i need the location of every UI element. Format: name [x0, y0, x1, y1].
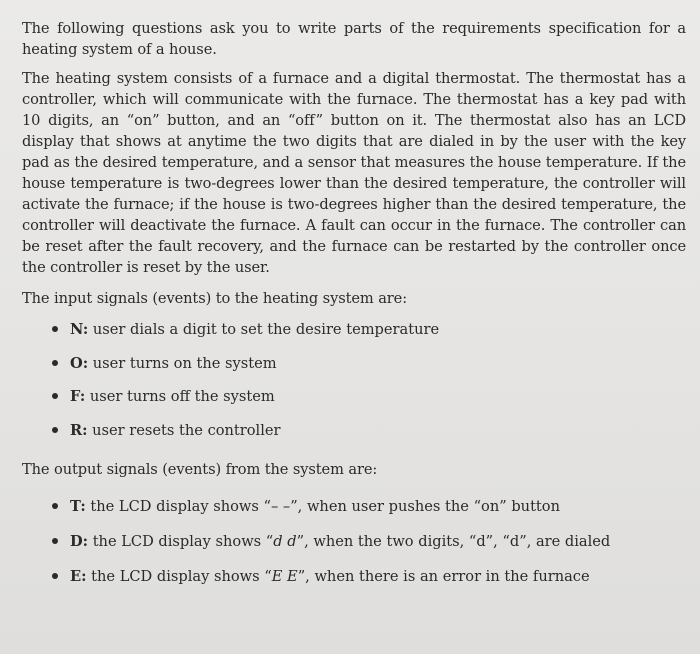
lcd-code: – –: [270, 497, 291, 515]
bullet-icon: [52, 427, 58, 433]
list-item: [52, 319, 686, 340]
signal-text-before: the LCD display shows “: [92, 532, 274, 550]
signal-key: E:: [70, 567, 87, 585]
list-item: [52, 386, 686, 407]
signal-key: T:: [70, 497, 86, 515]
bullet-icon: [52, 393, 58, 399]
bullet-icon: [52, 503, 58, 509]
list-item: [52, 531, 686, 552]
input-signals-heading: The input signals (events) to the heating system are:: [22, 290, 408, 307]
signal-key: D:: [70, 532, 89, 550]
signal-key: F:: [70, 388, 86, 405]
intro-paragraph: The following questions ask you to write parts of the requirements specification for a heating system of a house.: [22, 20, 686, 58]
bullet-icon: [52, 360, 58, 366]
list-item: [52, 353, 686, 374]
lcd-code: E E: [271, 567, 298, 585]
list-item: [52, 420, 686, 441]
output-signals-heading: The output signals (events) from the system are:: [22, 460, 378, 478]
input-signals-list: [22, 319, 686, 441]
bullet-icon: [52, 538, 58, 544]
signal-description: user resets the controller: [92, 421, 281, 439]
lcd-code: d d: [273, 532, 297, 550]
signal-description: user dials a digit to set the desire temperature: [92, 321, 440, 338]
signal-key: R:: [70, 421, 88, 439]
signal-text-after: ”, when user pushes the “on” button: [290, 497, 560, 515]
signal-key: O:: [70, 354, 89, 372]
signal-text-before: the LCD display shows “: [90, 497, 271, 515]
signal-key: N:: [70, 321, 89, 338]
bullet-icon: [52, 573, 58, 579]
signal-text-after: ”, when there is an error in the furnace: [297, 567, 590, 585]
signal-text-before: the LCD display shows “: [91, 567, 272, 585]
signal-text-after: ”, when the two digits, “d”, “d”, are dialed: [296, 532, 611, 550]
bullet-icon: [52, 326, 58, 332]
system-description-paragraph: The heating system consists of a furnace and a digital thermostat. The thermostat has a controller, which will communicate with the furnace. The thermostat has a key pad with 10 digits, an “on” button, and an “off” button on it. The thermostat also has an LCD display that shows at anytime the two digits that are dialed in by the user with the key pad as the desired temperature, and a sensor that measures the house temperature. If the house temperature is two-degrees lower than the desired temperature, the controller will activate the furnace; if the house is two-degrees higher than the desired temperature, the controller will deactivate the furnace. A fault can occur in the furnace. The controller can be reset after the fault recovery, and the furnace can be restarted by the controller once the controller is reset by the user.: [22, 70, 686, 276]
signal-description: user turns off the system: [89, 388, 275, 405]
signal-description: user turns on the system: [92, 354, 277, 372]
output-signals-list: [22, 496, 686, 587]
list-item: [52, 496, 686, 517]
list-item: [52, 566, 686, 587]
